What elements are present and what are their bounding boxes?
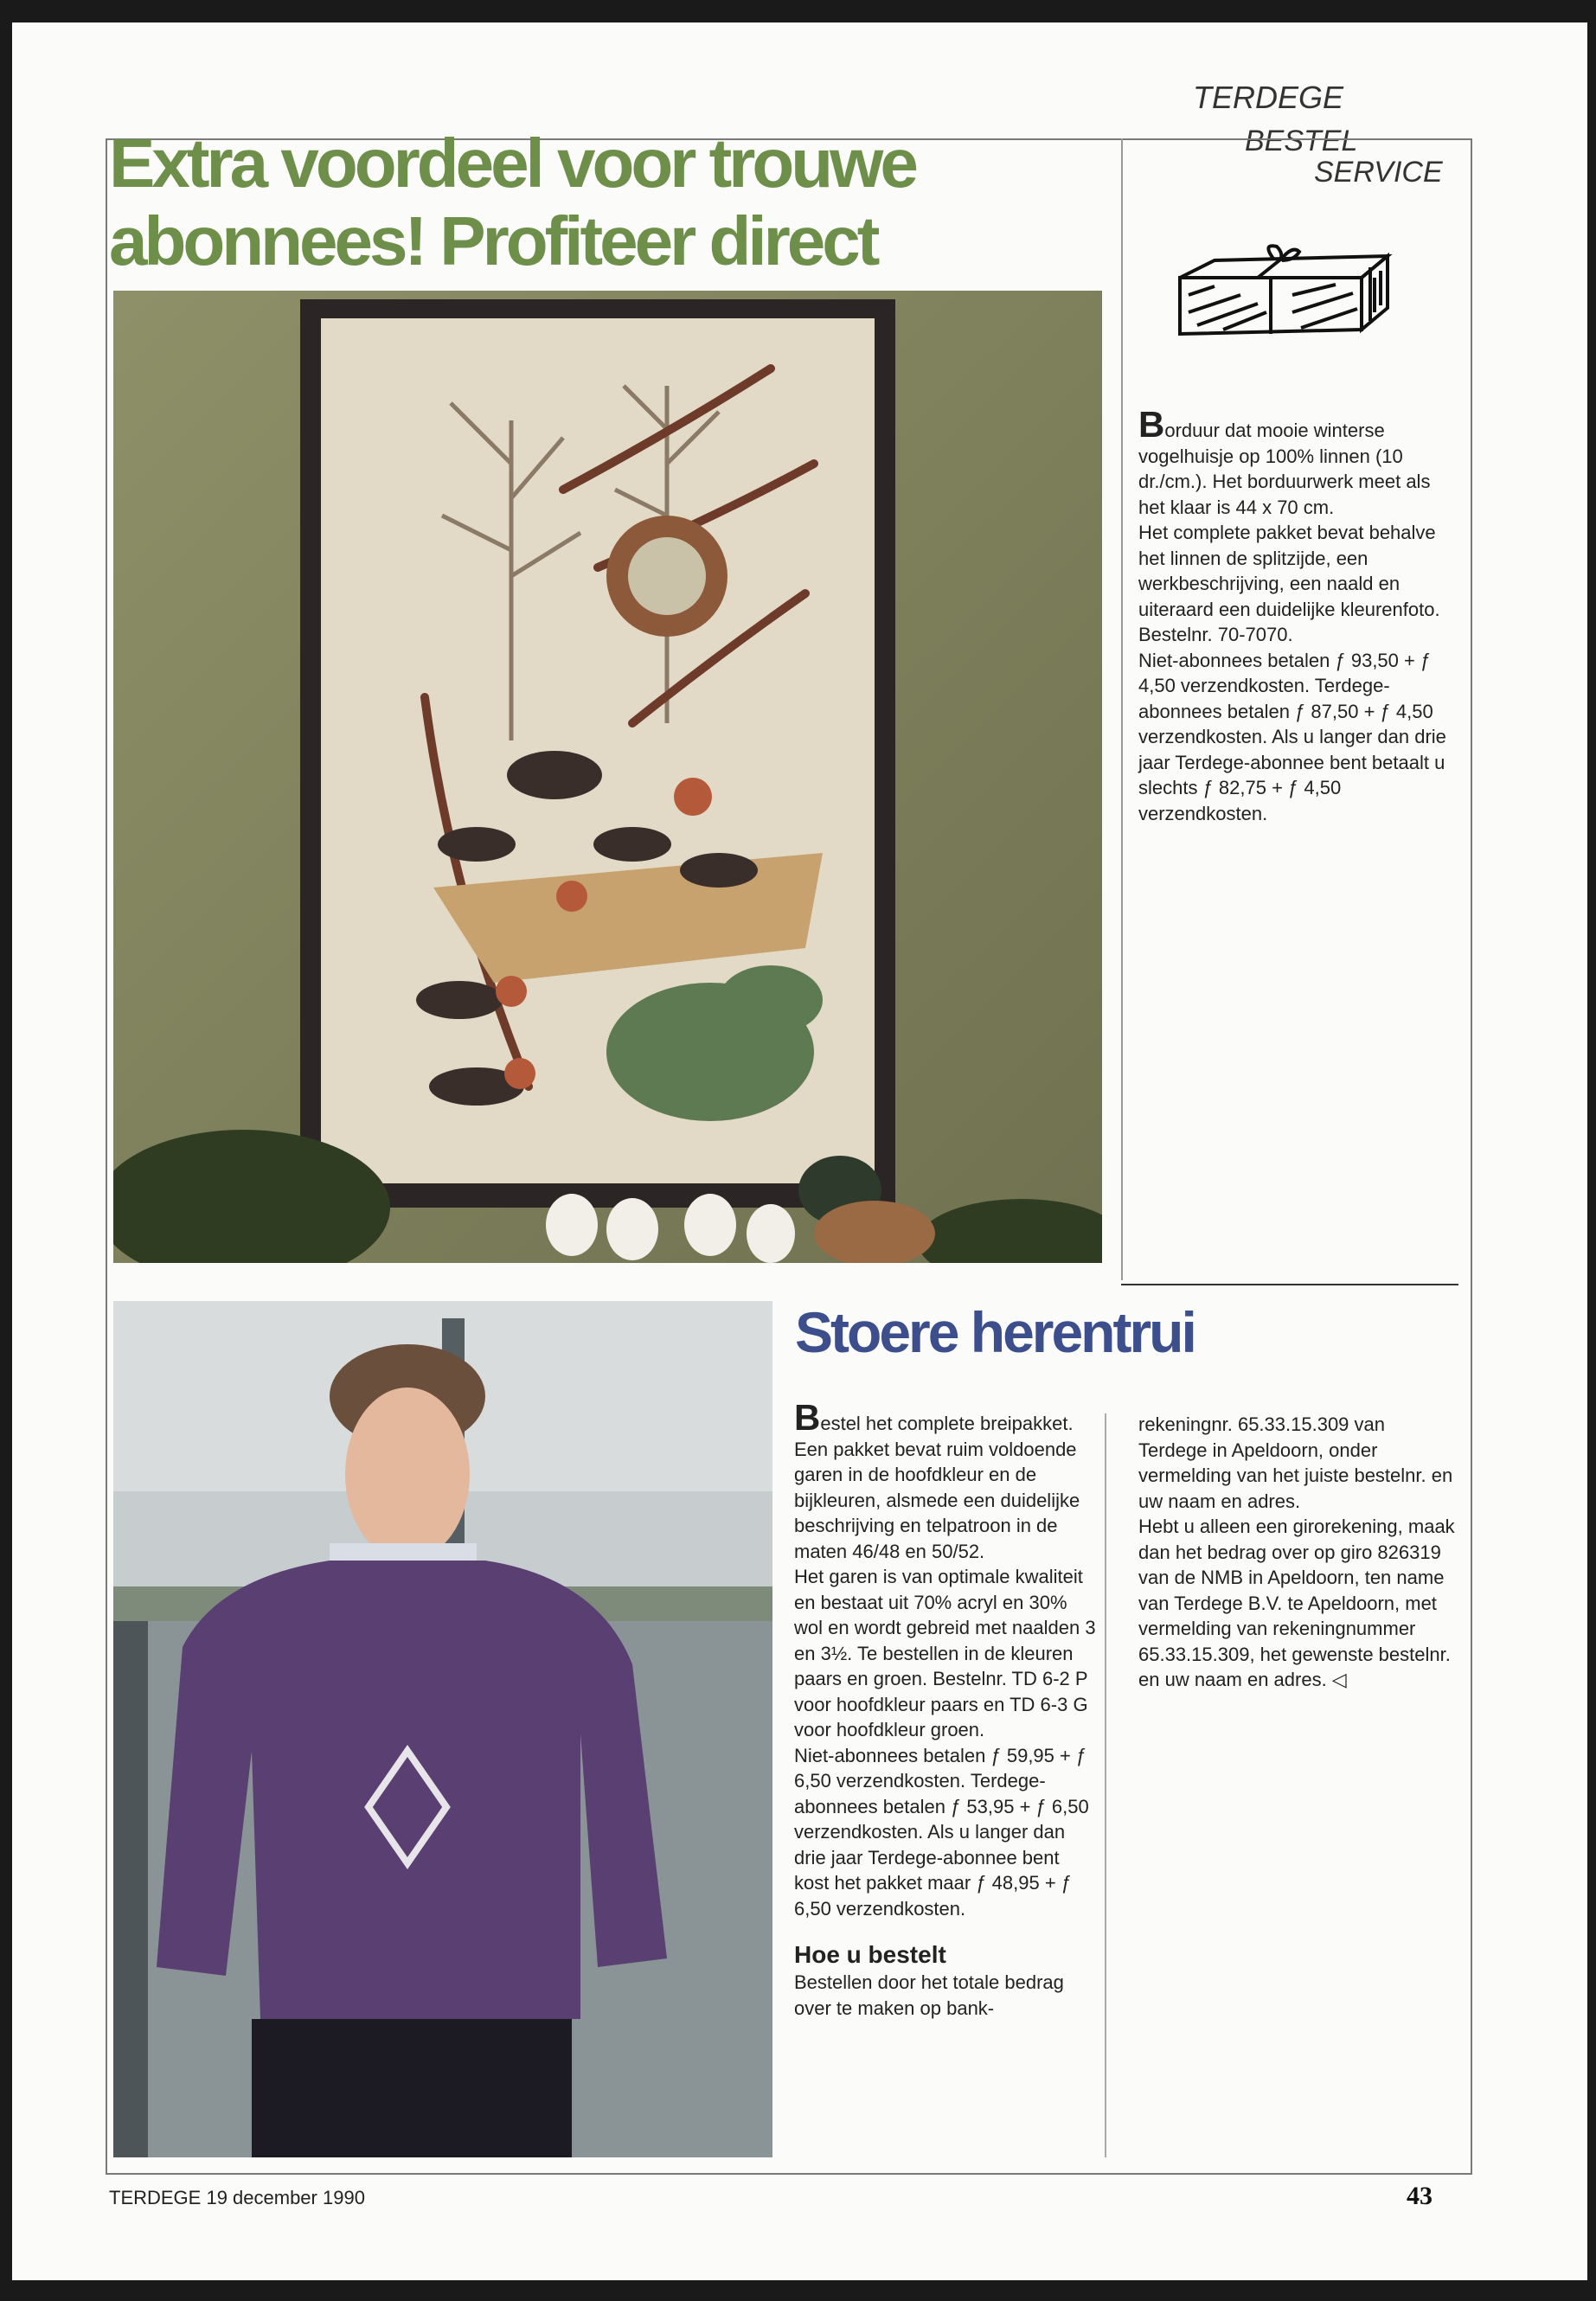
magazine-page xyxy=(12,22,1587,2280)
sweater-col1-para-3: Niet-abonnees betalen ƒ 59,95 + ƒ 6,50 verzendkosten. Terdege-abonnees betalen ƒ 53,95 + ƒ 6,50 verzendkosten. Als u langer dan drie jaar Terdege-abonnee bent kost het pakket maar ƒ 48,95 + ƒ 6,50 verzendkosten. xyxy=(794,1744,1089,1920)
embroidery-para-3: Niet-abonnees betalen ƒ 93,50 + ƒ 4,50 verzendkosten. Terdege-abonnees betalen ƒ 87,50 + ƒ 4,50 verzendkosten. Als u langer dan drie jaar Terdege-abonnee bent betaalt u slechts ƒ 82,75 + ƒ 4,50 verzendkosten. xyxy=(1138,649,1446,824)
headline-line2: abonnees! Profiteer direct xyxy=(109,202,877,279)
sweater-col2 xyxy=(1138,1412,1458,1693)
sweater-dropcap: B xyxy=(794,1397,821,1438)
sweater-col1-tail: Bestellen door het totale bedrag over te maken op bank- xyxy=(794,1971,1064,2019)
embroidery-text xyxy=(1138,404,1458,826)
sweater-col2-para-1: rekeningnr. 65.33.15.309 van Terdege in Apeldoorn, onder vermelding van het juiste bestelnr. en uw naam en adres. xyxy=(1138,1413,1453,1512)
column-divider-top xyxy=(1121,138,1123,1280)
sweater-illustration xyxy=(113,1301,772,2157)
sweater-col1-para-1: estel het complete breipakket. Een pakket bevat ruim voldoende garen in de hoofdkleur en de bijkleuren, alsmede een duidelijke beschrijving en telpatroon in de maten 46/48 en 50/52. xyxy=(794,1413,1080,1562)
sweater-title: Stoere herentrui xyxy=(795,1300,1195,1364)
sweater-photo xyxy=(113,1301,772,2157)
service-line1: BESTEL xyxy=(1245,125,1358,157)
page-number: 43 xyxy=(1407,2182,1433,2210)
embroidery-photo xyxy=(113,291,1102,1263)
column-divider-bottom xyxy=(1105,1413,1106,2157)
footer-issue: TERDEGE 19 december 1990 xyxy=(109,2187,365,2208)
service-line2: SERVICE xyxy=(1314,156,1443,189)
embroidery-para-2: Het complete pakket bevat behalve het linnen de splitzijde, een werkbeschrijving, een naald en uiteraard een duidelijke kleurenfoto. Bestelnr. 70-7070. xyxy=(1138,522,1440,645)
headline xyxy=(109,125,1112,280)
sweater-col2-para-2: Hebt u alleen een girorekening, maak dan het bedrag over op giro 826319 van de NMB in Apeldoorn, ten name van Terdege B.V. te Apeldoorn, met vermelding van rekeningnummer 65.33.15.309, het gewenste bestelnr. en uw naam en adres. ◁ xyxy=(1138,1516,1455,1690)
package-icon xyxy=(1163,226,1396,347)
embroidery-dropcap: B xyxy=(1138,404,1165,445)
headline-line1: Extra voordeel voor trouwe xyxy=(109,125,915,202)
embroidery-para-1: orduur dat mooie winterse vogelhuisje op 100% linnen (10 dr./cm.). Het borduurwerk meet als het klaar is 44 x 70 cm. xyxy=(1138,420,1431,518)
sweater-col1-para-2: Het garen is van optimale kwaliteit en bestaat uit 70% acryl en 30% wol en wordt gebreid met naalden 3 en 3½. Te bestellen in de kleuren paars en groen. Bestelnr. TD 6-2 P voor hoofdkleur paars en TD 6-3 G voor hoofdkleur groen. xyxy=(794,1566,1096,1740)
order-subhead: Hoe u bestelt xyxy=(794,1941,946,1968)
section-rule xyxy=(1121,1284,1458,1285)
embroidery-illustration xyxy=(113,291,1102,1263)
service-brand: TERDEGE xyxy=(1193,80,1344,115)
sweater-col1 xyxy=(794,1397,1097,2021)
